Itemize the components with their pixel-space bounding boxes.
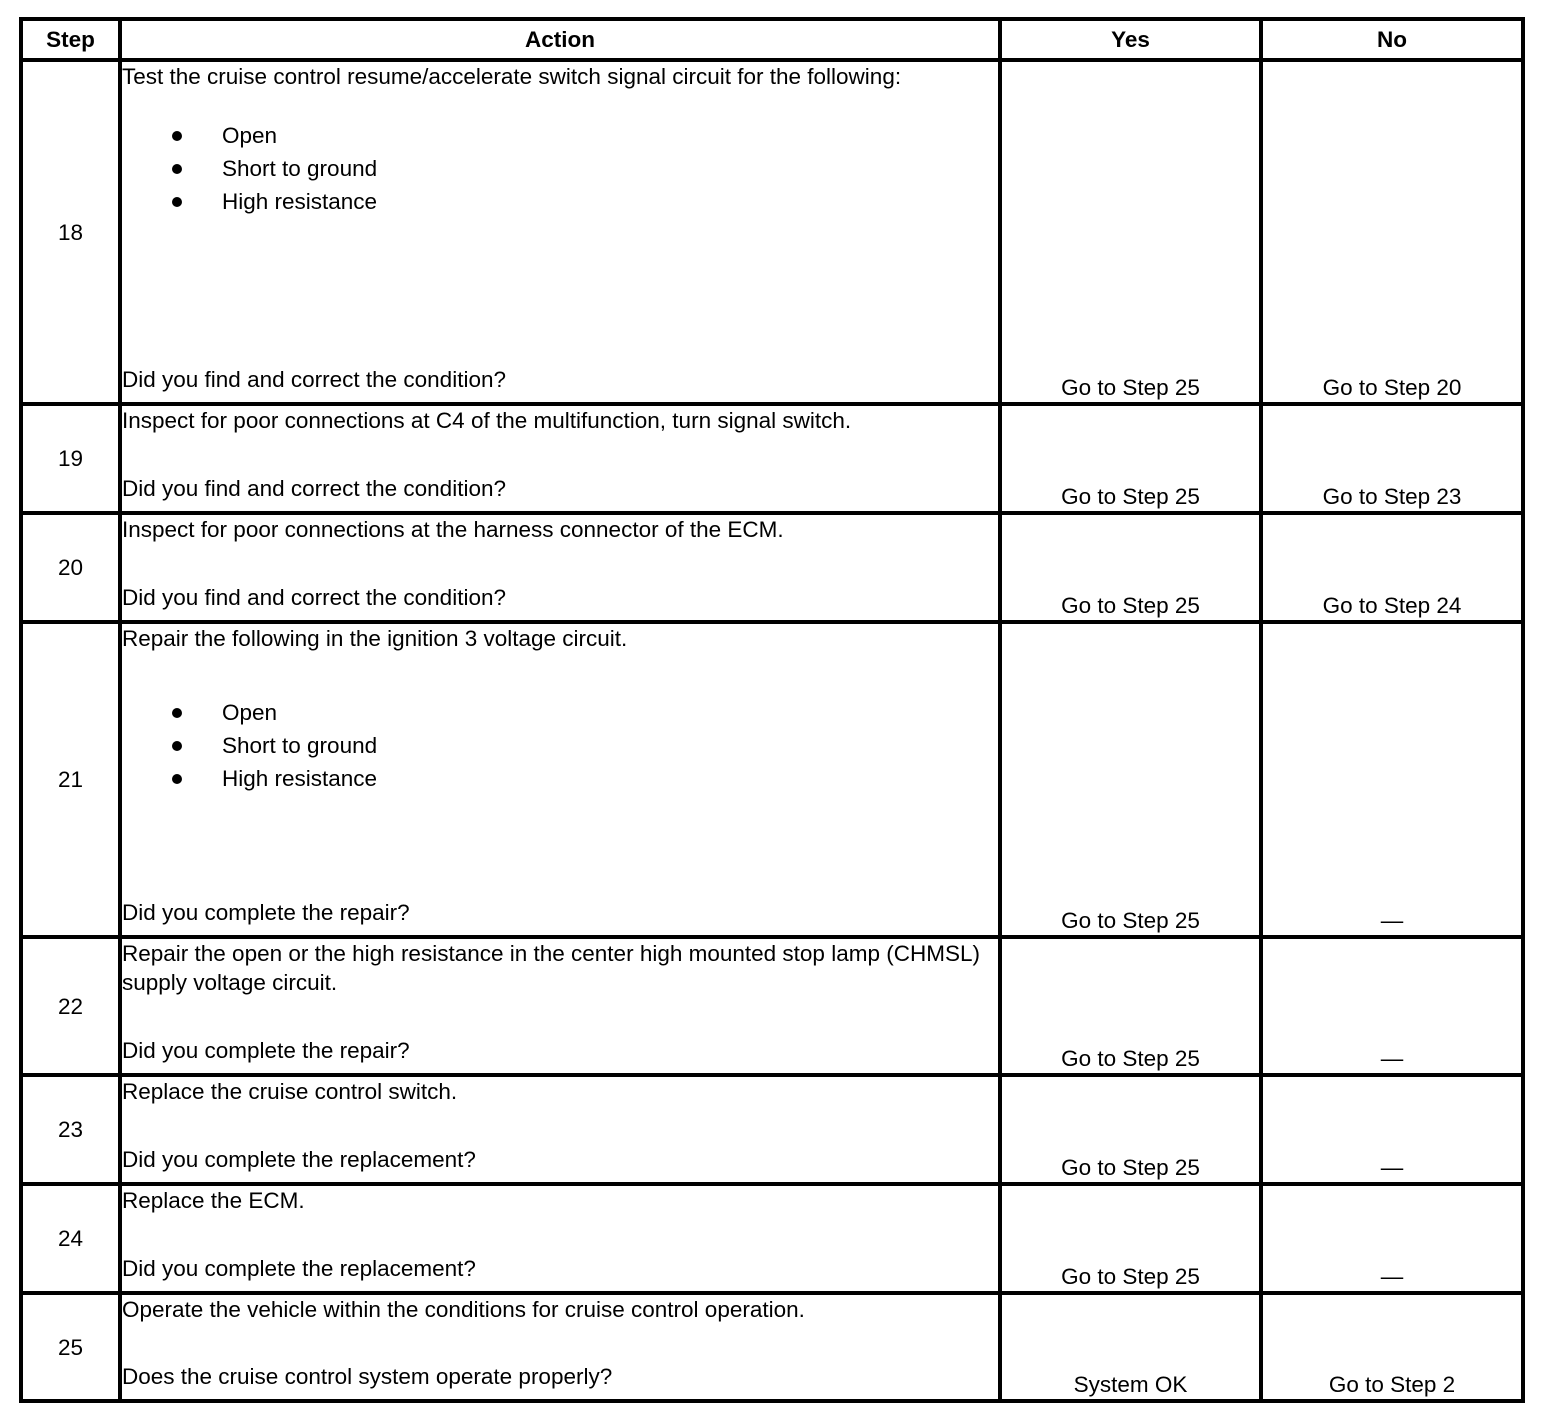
no-result: — [1261,1184,1523,1293]
yes-result: Go to Step 25 [1000,937,1261,1075]
action-instruction: Replace the cruise control switch. [122,1079,458,1104]
action-question: Did you find and correct the condition? [122,367,506,392]
step-row-22 [21,937,1523,1075]
no-result: Go to Step 23 [1261,404,1523,513]
action-cell [120,1184,1000,1293]
action-question: Did you find and correct the condition? [122,585,506,610]
action-question: Did you complete the replacement? [122,1147,476,1172]
step-row-24 [21,1184,1523,1293]
step-number: 20 [21,513,120,622]
action-instruction: Operate the vehicle within the conditions for cruise control operation. [122,1297,805,1322]
step-number: 24 [21,1184,120,1293]
no-result: — [1261,937,1523,1075]
condition-item: Short to ground [122,729,998,762]
yes-result: Go to Step 25 [1000,1075,1261,1184]
no-result: Go to Step 20 [1261,60,1523,404]
condition-item: Short to ground [122,152,998,185]
yes-result: Go to Step 25 [1000,60,1261,404]
step-row-19 [21,404,1523,513]
condition-item: High resistance [122,762,998,795]
step-number: 23 [21,1075,120,1184]
action-cell [120,1293,1000,1401]
action-cell [120,622,1000,937]
condition-list [122,696,998,795]
action-instruction: Test the cruise control resume/accelerate switch signal circuit for the following: [122,64,902,89]
yes-result: Go to Step 25 [1000,513,1261,622]
action-question: Does the cruise control system operate properly? [122,1364,613,1389]
no-result: Go to Step 24 [1261,513,1523,622]
action-question: Did you complete the replacement? [122,1256,476,1281]
action-instruction: Repair the open or the high resistance in the center high mounted stop lamp (CHMSL) supply voltage circuit. [122,941,980,995]
condition-list [122,119,998,218]
yes-result: Go to Step 25 [1000,1184,1261,1293]
action-instruction: Repair the following in the ignition 3 voltage circuit. [122,626,628,651]
action-question: Did you find and correct the condition? [122,476,506,501]
header-step: Step [21,19,120,60]
step-number: 18 [21,60,120,404]
condition-item: Open [122,696,998,729]
condition-item: High resistance [122,185,998,218]
header-yes: Yes [1000,19,1261,60]
step-row-21 [21,622,1523,937]
header-action: Action [120,19,1000,60]
action-instruction: Inspect for poor connections at C4 of the multifunction, turn signal switch. [122,408,852,433]
no-result: Go to Step 2 [1261,1293,1523,1401]
step-row-25 [21,1293,1523,1401]
yes-result: Go to Step 25 [1000,404,1261,513]
diagnostic-table [19,17,1525,1403]
step-number: 19 [21,404,120,513]
step-number: 21 [21,622,120,937]
step-row-20 [21,513,1523,622]
action-cell [120,937,1000,1075]
step-row-23 [21,1075,1523,1184]
no-result: — [1261,1075,1523,1184]
header-no: No [1261,19,1523,60]
action-question: Did you complete the repair? [122,1038,410,1063]
header-row [21,19,1523,60]
action-cell [120,513,1000,622]
step-row-18 [21,60,1523,404]
no-result: — [1261,622,1523,937]
action-instruction: Replace the ECM. [122,1188,305,1213]
step-number: 25 [21,1293,120,1401]
yes-result: Go to Step 25 [1000,622,1261,937]
step-number: 22 [21,937,120,1075]
yes-result: System OK [1000,1293,1261,1401]
action-cell [120,60,1000,404]
action-cell [120,404,1000,513]
action-question: Did you complete the repair? [122,900,410,925]
condition-item: Open [122,119,998,152]
action-instruction: Inspect for poor connections at the harness connector of the ECM. [122,517,784,542]
action-cell [120,1075,1000,1184]
